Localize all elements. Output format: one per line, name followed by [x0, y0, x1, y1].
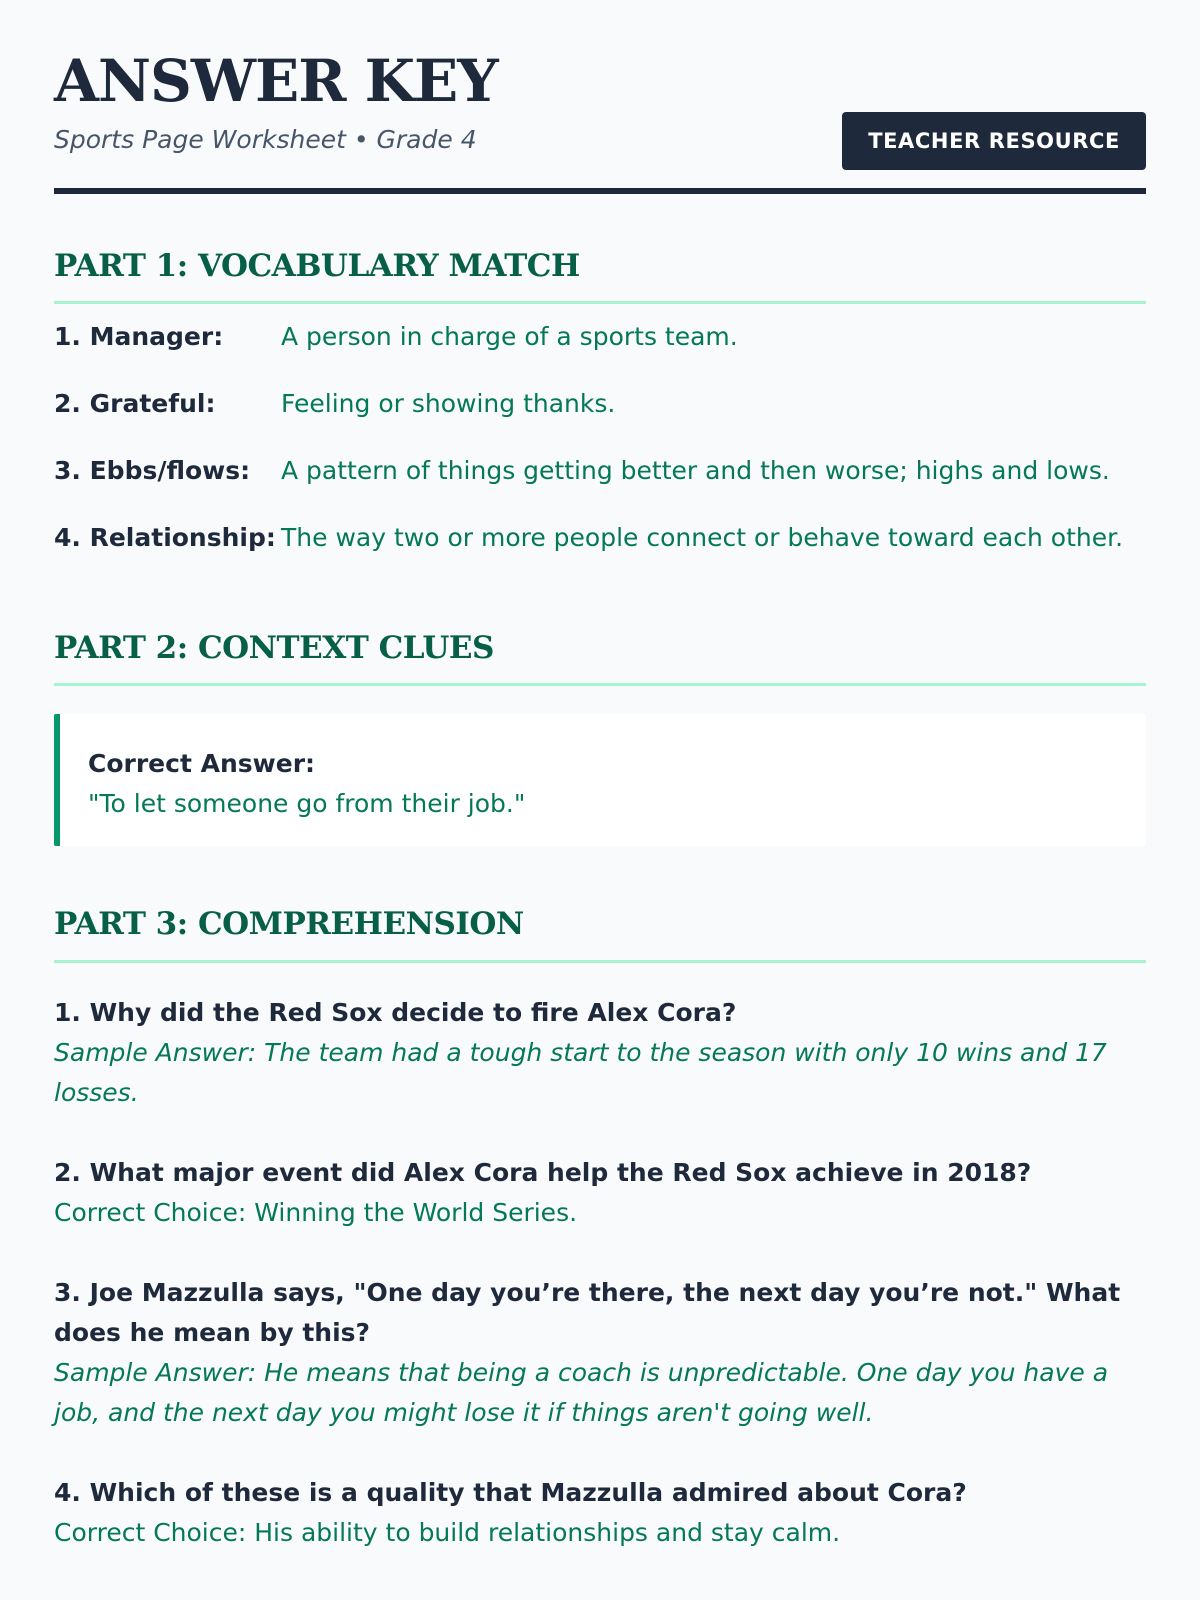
vocabulary-section — [54, 248, 1146, 590]
page-title: ANSWER KEY — [54, 47, 498, 115]
page-header — [54, 0, 1146, 194]
comprehension-section — [54, 906, 1146, 1552]
correct-answer-label: Correct Answer: — [88, 749, 316, 779]
comprehension-section-title: PART 3: COMPREHENSION — [54, 906, 1146, 962]
comprehension-question-list — [54, 993, 1146, 1553]
comprehension-item — [54, 993, 1146, 1113]
vocabulary-item — [54, 389, 1146, 456]
comprehension-item — [54, 1153, 1146, 1233]
page-subtitle: Sports Page Worksheet • Grade 4 — [54, 125, 477, 154]
comprehension-question: 3. Joe Mazzulla says, "One day you’re there, the next day you’re not." What does he mean by this? — [54, 1277, 1121, 1347]
comprehension-answer: Correct Choice: His ability to build relationships and stay calm. — [54, 1517, 841, 1547]
context-clues-section-title: PART 2: CONTEXT CLUES — [54, 630, 1146, 686]
vocabulary-definition: A person in charge of a sports team. — [281, 322, 738, 352]
vocabulary-item — [54, 322, 1146, 389]
vocabulary-definition: Feeling or showing thanks. — [281, 389, 616, 419]
vocabulary-definition: A pattern of things getting better and then worse; highs and lows. — [281, 456, 1110, 486]
vocabulary-term: 2. Grateful: — [54, 389, 216, 419]
comprehension-item — [54, 1473, 1146, 1553]
vocabulary-list — [54, 322, 1146, 590]
vocabulary-section-title: PART 1: VOCABULARY MATCH — [54, 248, 1146, 304]
context-clues-answer-box — [54, 714, 1146, 846]
comprehension-answer: Correct Choice: Winning the World Series. — [54, 1197, 578, 1227]
vocabulary-item — [54, 456, 1146, 523]
vocabulary-item — [54, 523, 1146, 590]
teacher-resource-badge: TEACHER RESOURCE — [842, 112, 1146, 170]
comprehension-question: 1. Why did the Red Sox decide to fire Alex Cora? — [54, 997, 737, 1027]
vocabulary-definition: The way two or more people connect or behave toward each other. — [281, 523, 1124, 553]
correct-answer-text: "To let someone go from their job." — [88, 789, 526, 819]
context-clues-section — [54, 630, 1146, 846]
comprehension-question: 2. What major event did Alex Cora help the Red Sox achieve in 2018? — [54, 1157, 1032, 1187]
vocabulary-term: 3. Ebbs/flows: — [54, 456, 251, 486]
vocabulary-term: 1. Manager: — [54, 322, 224, 352]
comprehension-answer: Sample Answer: The team had a tough start to the season with only 10 wins and 17 losses. — [54, 1037, 1107, 1107]
comprehension-answer: Sample Answer: He means that being a coach is unpredictable. One day you have a job, and the next day you might lose it if things aren't going well. — [54, 1357, 1109, 1427]
vocabulary-term: 4. Relationship: — [54, 523, 276, 553]
comprehension-question: 4. Which of these is a quality that Mazzulla admired about Cora? — [54, 1477, 967, 1507]
comprehension-item — [54, 1273, 1146, 1433]
